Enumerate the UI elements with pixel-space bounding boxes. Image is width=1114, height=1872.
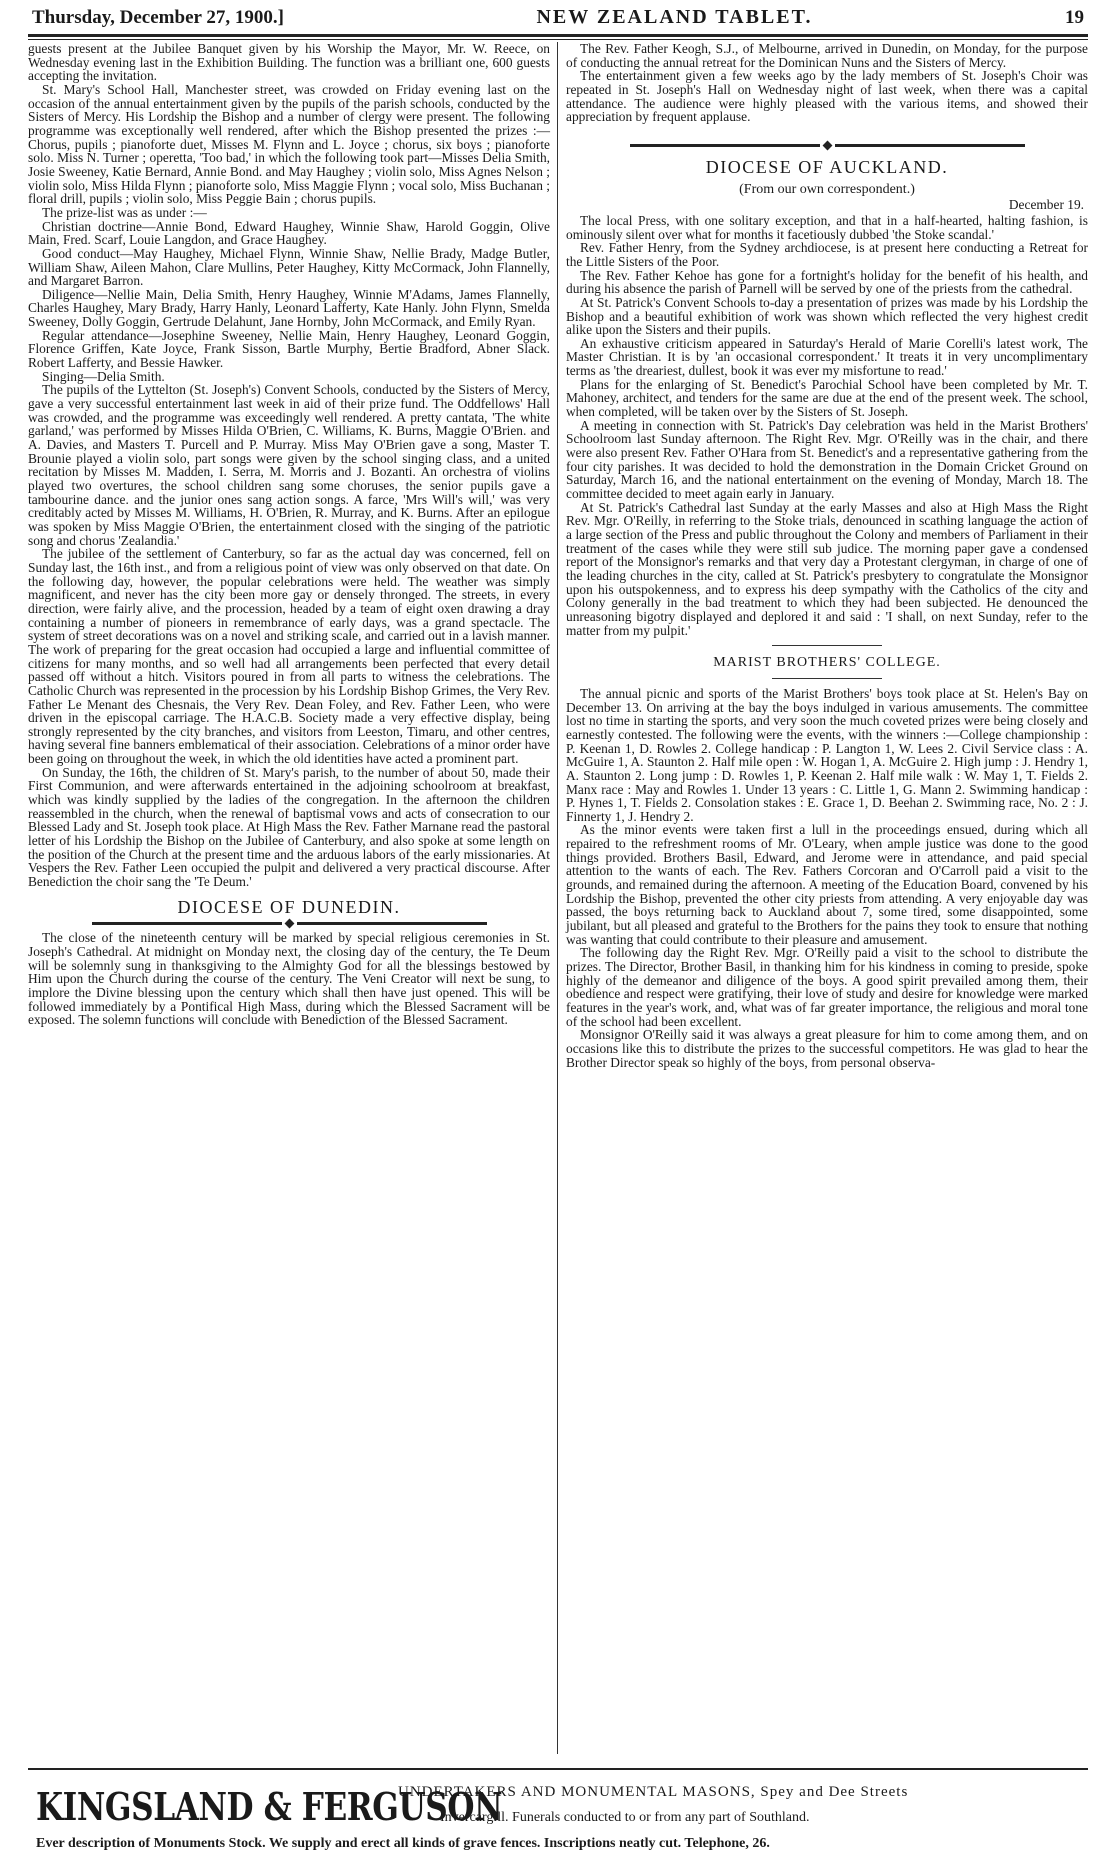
diamond-ornament-icon [284,919,294,929]
dateline: December 19. [1008,197,1084,213]
article-paragraph: The Rev. Father Kehoe has gone for a fortnight's holiday for the benefit of his health, and during his absence the parish of Parnell will be served by one of the priests from the cathedral. [566,267,1088,297]
article-paragraph: The following day the Right Rev. Mgr. O'Reilly paid a visit to the school to distribute the prizes. The Director, Brother Basil, in thanking him for his kindness in coming to preside, spoke highly of the demeanor and diligence of the boys. A good spirit prevailed among them, their obedience and respect were gratifying, their love of study and desire for knowledge were marked features in the year's work, and, what was of far greater importance, the religious and moral tone of the school had been excellent. [566,945,1088,1029]
article-paragraph: Regular attendance—Josephine Sweeney, Nellie Main, Henry Haughey, Leonard Goggin, Florence Griffen, Kate Joyce, Frank Sisson, Bartle Murphy, Bertie Bradford, Abner Slack. Robert Lafferty, and Bessie Hawker. [28,327,550,371]
article-paragraph: Plans for the enlarging of St. Benedict's Parochial School have been completed by Mr. T. Mahoney, architect, and tenders for the same are due at the end of the present week. The school, when completed, will be taken over by the Sisters of St. Joseph. [566,376,1088,420]
article-paragraph: The prize-list was as under :— [42,204,207,220]
section-heading-dunedin: DIOCESE OF DUNEDIN. [177,896,401,917]
short-rule [772,645,882,646]
short-rule [772,678,882,679]
article-paragraph: Good conduct—May Haughey, Michael Flynn, Winnie Shaw, Nellie Brady, Madge Butler, William Shaw, Aileen Mahon, Clare Mullins, Peter Haughey, Kitty McCormack, John Flannelly, and Margaret Barron. [28,245,550,289]
article-paragraph: An exhaustive criticism appeared in Saturday's Herald of Marie Corelli's latest work, The Master Christian. It is by 'an occasional correspondent.' It treats it in very uncomplimentary terms as 'the dreariest, dullest, book it was ever my misfortune to read.' [566,335,1088,379]
article-paragraph: At St. Patrick's Convent Schools to-day a presentation of prizes was made by his Lordship the Bishop and a beautiful exhibition of work was shown which reflected the very highest credit alike upon the Sisters and their pupils. [566,294,1088,338]
newspaper-page [28,6,1088,1866]
article-paragraph: St. Mary's School Hall, Manchester street, was crowded on Friday evening last on the occasion of the annual entertainment given by the pupils of the parish schools, conducted by the Sisters of Mercy. His Lordship the Bishop and a number of clergy were present. The following programme was exceptionally well rendered, after which the Bishop presented the prizes :—Chorus, pupils ; pianoforte duet, Misses M. Flynn and L. Joyce ; chorus, six boys ; pianoforte solo. Miss N. Turner ; operetta, 'Too bad,' in which the following took part—Misses Delia Smith, Josie Sweeney, Katie Bernard, Annie Bond. and May Haughey ; violin solo, Miss Agnes Nelson ; violin solo, Miss Hilda Flynn ; pianoforte solo, Miss Maggie Flynn ; vocal solo, Miss Buchanan ; floral drill, pupils ; violin solo, Miss Peggie Bain ; chorus pupils. [28,81,550,207]
ornament-rule [566,142,1088,149]
diamond-ornament-icon [822,140,832,150]
article-paragraph: The annual picnic and sports of the Marist Brothers' boys took place at St. Helen's Bay on December 13. On arriving at the bay the boys indulged in various amusements. The committee lost no time in starting the sports, and very soon the much coveted prizes were being closely and earnestly contested. The following were the events, with the winners :—College championship : P. Keenan 1, D. Rowles 2. College handicap : P. Langton 1, W. Lees 2. Civil Service class : A. McGuire 1, A. Staunton 2. Half mile open : W. Hogan 1, A. McGuire 2. High jump : J. Hendry 1, A. Staunton 2. Long jump : D. Rowles 1, P. Keenan 2. Half mile walk : W. May 1, T. Fields 2. Manx race : May and Rowles 1. Under 13 years : C. Little 1, G. Mann 2. Swimming handicap : P. Hynes 1, T. Fields 2. Consolation stakes : E. Grace 1, D. Beehan 2. Swimming race, No. 2 : J. Finnerty 1, J. Hendry 2. [566,685,1088,824]
article-paragraph: The Rev. Father Keogh, S.J., of Melbourne, arrived in Dunedin, on Monday, for the purpose of conducting the annual retreat for the Dominican Nuns and the Sisters of Mercy. [566,42,1088,70]
masthead-rule [28,34,1088,40]
advertisement-line: Invercargill. Funerals conducted to or from any part of Southland. [440,1810,810,1825]
article-paragraph: Singing—Delia Smith. [42,368,165,384]
columns [28,42,1088,1754]
article-paragraph: Diligence—Nellie Main, Delia Smith, Henry Haughey, Winnie M'Adams, James Flannelly, Charles Haughey, Mary Brady, Harry Hanly, Leonard Lafferty, Kate Hanly. John Flynn, Smelda Sweeney, Dolly Goggin, Gertrude Delahunt, Jane Hornby, John McCormack, and Emily Ryan. [28,286,550,330]
left-column [28,42,557,1754]
page-number: 19 [1064,7,1084,28]
article-paragraph: A meeting in connection with St. Patrick's Day celebration was held in the Marist Brothers' Schoolroom last Sunday afternoon. The Right Rev. Mgr. O'Reilly was in the chair, and there were also present Rev. Father O'Hara from St. Benedict's and a representative gathering from the four city parishes. It was decided to hold the demonstration in the Domain Cricket Ground on Saturday, March 16, and the national entertainment on the evening of Monday, March 18. The committee decided to meet again early in January. [566,417,1088,502]
article-paragraph: Rev. Father Henry, from the Sydney archdiocese, is at present here conducting a Retreat for the Little Sisters of the Poor. [566,240,1088,269]
article-paragraph: The local Press, with one solitary exception, and that in a half-hearted, halting fashion, is ominously silent over what for months it facetiously dubbed 'the Stoke scandal.' [566,212,1088,242]
masthead [28,6,1088,32]
newspaper-title: NEW ZEALAND TABLET. [536,6,813,28]
article-paragraph: As the minor events were taken first a lull in the proceedings ensued, during which all repaired to the refreshment rooms of Mr. O'Leary, when ample justice was done to the good things provided. Brothers Basil, Edward, and Jerome were in attendance, and paid special attention to the wants of each. The Rev. Fathers Corcoran and O'Carroll paid a visit to the grounds, and remained during the afternoon. A meeting of the Education Board, convened by his Lordship the Bishop, prevented the other city priests from attending. A very enjoyable day was passed, the boys returning back to Auckland about 7, some tired, some disappointed, some jubilant, but all pleased and grateful to the Brothers for the pains they took to ensure that nothing was wanting that could contribute to their pleasure and amusement. [566,822,1088,947]
article-paragraph: Monsignor O'Reilly said it was always a great pleasure for him to come among them, and on occasions like this to distribute the prizes to the successful competitors. He was glad to hear the Brother Director speak so highly of the boys, from personal observa- [566,1027,1088,1070]
article-paragraph: The close of the nineteenth century will be marked by special religious ceremonies in St. Joseph's Cathedral. At midnight on Monday next, the closing day of the century, the Te Deum will be solemnly sung in thanksgiving to the Almighty God for all the blessings bestowed by Him upon the Church during the course of the century. The Veni Creator will next be sung, to implore the Divine blessing upon the century which shall then have just opened. This will be followed immediately by a Pontifical High Mass, during which the Blessed Sacrament will be exposed. The solemn functions will conclude with Benediction of the Blessed Sacrament. [28,930,550,1028]
issue-date: Thursday, December 27, 1900.] [32,7,284,28]
ornament-rule [28,920,550,927]
article-paragraph: On Sunday, the 16th, the children of St. Mary's parish, to the number of about 50, made their First Communion, and were afterwards entertained in the adjoining schoolroom at breakfast, which was kindly supplied by the ladies of the congregation. In the afternoon the children reassembled in the church, when the renewal of baptismal vows and acts of consecration to our Blessed Lady and St. Joseph took place. At High Mass the Rev. Father Marnane read the pastoral letter of his Lordship the Bishop on the Jubilee of Canterbury, and also spoke at some length on the position of the Church at the present time and the arduous labors of the early missionaries. At Vespers the Rev. Father Leen occupied the pulpit and delivered a very practical discourse. After Benediction the choir sang the 'Te Deum.' [28,764,550,890]
right-column [558,42,1088,1754]
article-paragraph: The pupils of the Lyttelton (St. Joseph's) Convent Schools, conducted by the Sisters of Mercy, gave a very successful entertainment last week in aid of their prize fund. The Oddfellows' Hall was crowded, and the programme was exceedingly well rendered. A pretty cantata, 'The white garland,' was performed by Misses Hilda O'Brien, C. Williams, K. Burns, Maggie O'Brien. and A. Davies, and Masters T. Purcell and P. Murray. Miss May O'Brien gave a song, Master T. Brounie played a violin solo, part songs were given by the school singing class, and a united recitation by Misses M. Madden, I. Serra, M. Morris and J. Bozanti. An orchestra of violins played two overtures, the school children sang some choruses, the senior pupils gave a tambourine dance. and the junior ones sang action songs. A farce, 'Mrs Will's will,' was very creditably acted by Misses M. Williams, H. O'Brien, R. Murray, and K. Burns. After an epilogue was spoken by Miss Maggie O'Brien, the entertainment closed with the singing of the patriotic song and chorus 'Zealandia.' [28,382,550,548]
article-paragraph: At St. Patrick's Cathedral last Sunday at the early Masses and also at High Mass the Right Rev. Mgr. O'Reilly, in referring to the Stoke trials, denounced in scathing language the action of a large section of the Press and public throughout the Colony and members of Parliament in their treatment of the cases while they were still sub judice. The morning paper gave a condensed report of the Monsignor's remarks and that very day a Protestant clergyman, in charge of one of the leading churches in the city, called at St. Patrick's presbytery to congratulate the Monsignor upon his outspokenness, and to express his deep sympathy with the Catholics of the city and Colony generally in the bad treatment to which they had been subjected. He denounced the unreasoning bigotry displayed and deplored it and said : 'I shall, on next Sunday, refer to the matter from my pulpit.' [566,499,1088,638]
advertisement-line: UNDERTAKERS AND MONUMENTAL MASONS, Spey and Dee Streets [398,1784,909,1800]
correspondent-byline: (From our own correspondent.) [739,181,915,197]
article-paragraph: guests present at the Jubilee Banquet given by his Worship the Mayor, Mr. W. Reece, on Wednesday evening last in the Exhibition Building. The function was a brilliant one, 600 guests accepting the invitation. [28,42,550,84]
advertisement [28,1768,1088,1866]
article-paragraph: The entertainment given a few weeks ago by the lady members of St. Joseph's Choir was repeated in St. Joseph's Hall on Wednesday night of last week, when there was a capital attendance. The audience were highly pleased with the various items, and showed their appreciation by frequent applause. [566,68,1088,125]
advertisement-line: Ever description of Monuments Stock. We supply and erect all kinds of grave fences. Inscriptions neatly cut. Telephone, 26. [36,1836,770,1851]
advertiser-name: KINGSLAND & FERGUSON [36,1784,503,1829]
article-paragraph: Christian doctrine—Annie Bond, Edward Haughey, Winnie Shaw, Harold Goggin, Olive Main, Fred. Scarf, Louie Langdon, and Grace Haughey. [28,218,550,248]
article-paragraph: The jubilee of the settlement of Canterbury, so far as the actual day was concerned, fell on Sunday last, the 16th inst., and from a religious point of view was only observed on that date. On the following day, however, the popular celebrations were held. The weather was simply magnificent, and never has the city been more gay or densely thronged. The streets, in every direction, were fairly alive, and the procession, headed by a team of eight oxen drawing a dray containing a number of pioneers in remembrance of early days, was a grand spectacle. The system of street decorations was on a novel and striking scale, and carried out in a lavish manner. The work of preparing for the great occasion had occupied a large and influential committee of citizens for many months, and so well had all arrangements been perfected that every detail passed off without a hitch. Visitors poured in from all parts to witness the celebrations. The Catholic Church was represented in the procession by his Lordship Bishop Grimes, the Very Rev. Father Le Menant des Chesnais, the Very Rev. Dean Foley, and Rev. Father Leen, who were driven in the episcopal carriage. The H.A.C.B. Society made a very effective display, being strongly represented by the city branches, and visitors from Leeston, Timaru, and other centres, having several fine banners emblematical of their association. Celebrations of a minor order have been going on throughout the week, in which the old identities have acted a prominent part. [28,546,550,767]
section-heading-auckland: DIOCESE OF AUCKLAND. [705,156,949,177]
section-heading-marist: MARIST BROTHERS' COLLEGE. [713,655,941,671]
